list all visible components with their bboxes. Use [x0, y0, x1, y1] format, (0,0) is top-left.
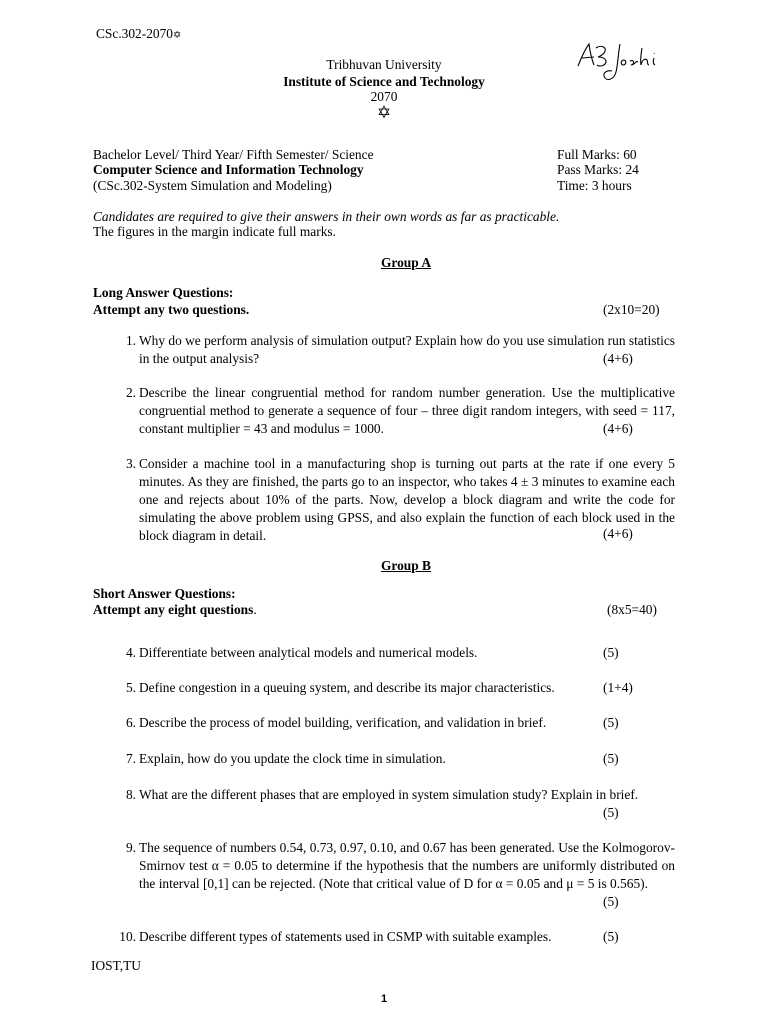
- question-marks: (4+6): [603, 421, 633, 436]
- question-marks: (5): [603, 894, 619, 909]
- question-text: Describe the process of model building, verification, and validation in brief.: [139, 715, 547, 730]
- footer-org: IOST,TU: [91, 958, 141, 973]
- question-marks: (5): [603, 645, 619, 660]
- question-number: 1.: [125, 333, 136, 348]
- group-a-title: Group A: [381, 255, 431, 270]
- question-text: Describe different types of statements used in CSMP with suitable examples.: [139, 929, 552, 944]
- group-a-attempt: Attempt any two questions.: [93, 302, 250, 317]
- question-marks: (5): [603, 715, 619, 730]
- question-number: 8.: [125, 787, 136, 802]
- question-marks: (1+4): [603, 680, 633, 695]
- question-text: Consider a machine tool in a manufacturing shop is turning out parts at the rate if one every 5 minutes. As they are finished, the parts go to an inspector, who takes 4 ± 3 minutes to examine each one and rejects about 10% of the parts. Now, develop a block diagram and write the code for simulating the above problem using GPSS, and also explain the function of each block used in the block diagram in detail.: [139, 456, 675, 543]
- question-text: Why do we perform analysis of simulation output? Explain how do you use simulation run statistics in the output analysis?: [139, 333, 675, 366]
- course-code: CSc.302-2070✡: [96, 25, 181, 45]
- group-b-title: Group B: [381, 558, 431, 573]
- university-name: Tribhuvan University: [326, 57, 442, 72]
- question-marks: (5): [603, 929, 619, 944]
- course-line: (CSc.302-System Simulation and Modeling): [93, 178, 332, 193]
- question-number: 10.: [119, 929, 136, 944]
- question-number: 2.: [125, 385, 136, 400]
- group-b-attempt: Attempt any eight questions.: [93, 602, 257, 617]
- question-number: 3.: [125, 456, 136, 471]
- level-line: Bachelor Level/ Third Year/ Fifth Semester/ Science: [93, 147, 374, 162]
- instruction-line-2: The figures in the margin indicate full marks.: [93, 224, 336, 239]
- star-of-david-icon: ✡: [173, 30, 182, 41]
- full-marks: Full Marks: 60: [557, 147, 637, 162]
- program-line: Computer Science and Information Technology: [93, 162, 364, 177]
- group-b-marks: (8x5=40): [607, 602, 657, 617]
- question-number: 4.: [125, 645, 136, 660]
- question-marks: (4+6): [603, 351, 633, 366]
- question-number: 9.: [125, 840, 136, 855]
- question-text: Define congestion in a queuing system, and describe its major characteristics.: [139, 680, 555, 695]
- question-number: 6.: [125, 715, 136, 730]
- group-a-heading: Long Answer Questions:: [93, 285, 234, 300]
- question-marks: (4+6): [603, 526, 633, 541]
- question-number: 5.: [125, 680, 136, 695]
- star-of-david-icon: ✡: [376, 103, 392, 122]
- question-text: Differentiate between analytical models and numerical models.: [139, 645, 478, 660]
- question-marks: (5): [603, 751, 619, 766]
- question-number: 7.: [125, 751, 136, 766]
- time-allowed: Time: 3 hours: [557, 178, 632, 193]
- exam-year: 2070: [370, 89, 398, 104]
- instruction-line-1: Candidates are required to give their answers in their own words as far as practicable.: [93, 209, 560, 224]
- question-text: Describe the linear congruential method for random number generation. Use the multiplicative congruential method to generate a sequence of four – three digit random integers, with seed = 117, constant multiplier = 43 and modulus = 1000.: [139, 385, 675, 436]
- question-marks: (5): [603, 805, 619, 820]
- pass-marks: Pass Marks: 24: [557, 162, 639, 177]
- question-text: Explain, how do you update the clock time in simulation.: [139, 751, 446, 766]
- question-text: What are the different phases that are employed in system simulation study? Explain in brief.: [139, 787, 639, 802]
- group-a-marks: (2x10=20): [603, 302, 660, 317]
- group-b-heading: Short Answer Questions:: [93, 586, 236, 601]
- institute-name: Institute of Science and Technology: [283, 74, 485, 89]
- page-number: 1: [380, 993, 388, 1005]
- question-text: The sequence of numbers 0.54, 0.73, 0.97, 0.10, and 0.67 has been generated. Use the Kolmogorov-Smirnov test α = 0.05 to determine if the hypothesis that the numbers are uniformly distributed on the interval [0,1] can be rejected. (Note that critical value of D for α = 0.05 and μ = 5 is 0.565).: [139, 840, 675, 891]
